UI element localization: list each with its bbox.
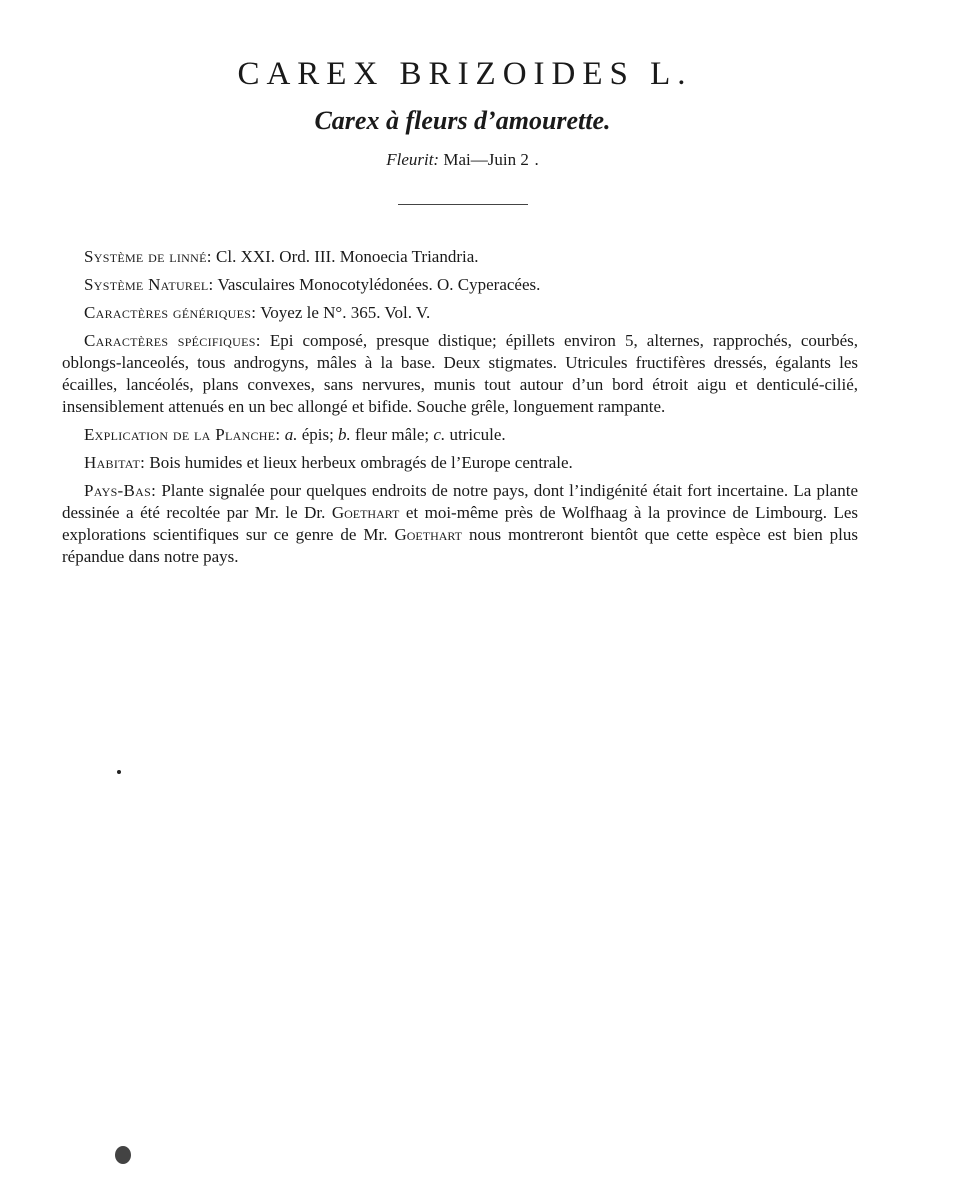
ink-speck bbox=[117, 770, 121, 774]
person-name: Goethart bbox=[394, 525, 463, 544]
section-habitat bbox=[62, 452, 858, 474]
ink-blot bbox=[115, 1146, 131, 1164]
label-a-text: épis; bbox=[301, 425, 334, 444]
section-heading: Caractères génériques: bbox=[84, 303, 257, 322]
section-generiques bbox=[62, 302, 858, 324]
section-heading: Habitat: bbox=[84, 453, 146, 472]
page-title: CAREX BRIZOIDES L. bbox=[237, 56, 693, 92]
flowering-line bbox=[0, 150, 925, 170]
section-text: Vasculaires Monocotylédonées. O. Cyperacées. bbox=[217, 275, 541, 294]
section-text: Epi composé, presque distique; épillets environ 5, alternes, rapprochés, courbés, oblongs-lanceolés, tous androgyns, mâles à la base. Deux stigmates. Utricules fructifères dressés, égalants les écailles, lancéolés, plans convexes, sans nervures, munis tout autour d’un bord étroit aigu et denticulé-cilié, insensiblement attenués en un bec allongé et bifide. Souche grêle, longuement rampante. bbox=[62, 331, 859, 416]
section-heading: Système Naturel: bbox=[84, 275, 214, 294]
label-c: c. bbox=[433, 425, 446, 444]
section-linne bbox=[62, 246, 858, 268]
section-heading: Caractères spécifiques: bbox=[84, 331, 261, 350]
section-text: Cl. XXI. Ord. III. Monoecia Triandria. bbox=[216, 247, 479, 266]
section-text: nous montreront bientôt que cette espèce est bien plus répandue dans notre pays. bbox=[62, 525, 858, 566]
divider bbox=[398, 204, 528, 205]
label-c-text: utricule. bbox=[449, 425, 506, 444]
flowering-value: Mai—Juin 2 . bbox=[443, 150, 539, 169]
section-text: et moi-même près de Wolfhaag à la province de Limbourg. Les explorations scientifiques sur ce genre de Mr. bbox=[62, 503, 859, 544]
section-text: Bois humides et lieux herbeux ombragés de l’Europe centrale. bbox=[149, 453, 573, 472]
section-text: Plante signalée pour quelques endroits de notre pays, dont l’indigénité était fort incertaine. La plante dessinée a été recoltée par Mr. le Dr. bbox=[62, 481, 858, 522]
label-b: b. bbox=[338, 425, 351, 444]
description-body bbox=[62, 246, 858, 574]
section-specifiques bbox=[62, 330, 858, 418]
section-text: Voyez le N°. 365. Vol. V. bbox=[260, 303, 431, 322]
section-heading: Explication de la Planche: bbox=[84, 425, 281, 444]
section-explication bbox=[62, 424, 858, 446]
label-a: a. bbox=[284, 425, 298, 444]
label-b-text: fleur mâle; bbox=[355, 425, 430, 444]
section-naturel bbox=[62, 274, 858, 296]
person-name: Goethart bbox=[331, 503, 400, 522]
page-subtitle: Carex à fleurs d’amourette. bbox=[314, 106, 611, 135]
section-heading: Système de linné: bbox=[84, 247, 212, 266]
section-paysbas bbox=[62, 480, 858, 568]
flowering-label: Fleurit: bbox=[386, 150, 440, 169]
section-heading: Pays-Bas: bbox=[84, 481, 157, 500]
